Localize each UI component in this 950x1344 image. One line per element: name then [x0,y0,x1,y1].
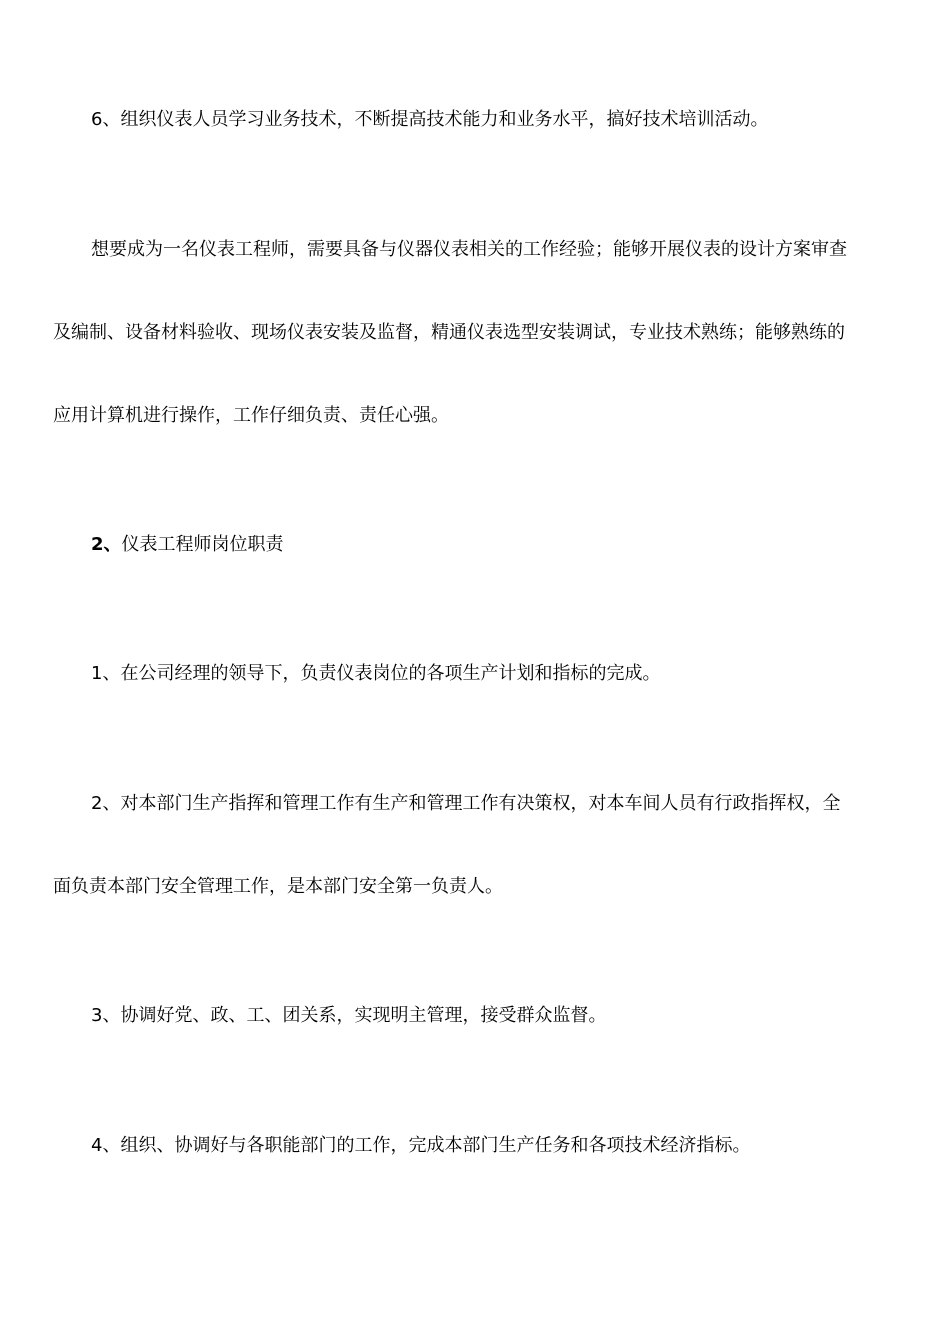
duty-2-line-1: 2、对本部门生产指挥和管理工作有生产和管理工作有决策权，对本车间人员有行政指挥权，全 [91,793,841,814]
section-2-heading [91,533,284,557]
duty-4-text: 4、组织、协调好与各职能部门的工作，完成本部门生产任务和各项技术经济指标。 [91,1135,751,1156]
duty-2-line-2: 面负责本部门安全管理工作，是本部门安全第一负责人。 [53,876,503,897]
requirements-line-3: 应用计算机进行操作，工作仔细负责、责任心强。 [53,405,449,426]
duty-1-text: 1、在公司经理的领导下，负责仪表岗位的各项生产计划和指标的完成。 [91,663,661,684]
requirements-line-2: 及编制、设备材料验收、现场仪表安装及监督，精通仪表选型安装调试，专业技术熟练；能够熟练的 [53,322,845,343]
section-2-title: 仪表工程师岗位职责 [121,534,284,555]
requirements-paragraph [53,208,899,457]
section-2-number: 2、 [91,534,122,555]
item-6-text: 6、组织仪表人员学习业务技术，不断提高技术能力和业务水平，搞好技术培训活动。 [91,109,769,130]
duty-3-text: 3、协调好党、政、工、团关系，实现明主管理，接受群众监督。 [91,1005,607,1026]
requirements-line-1: 想要成为一名仪表工程师，需要具备与仪器仪表相关的工作经验；能够开展仪表的设计方案审查 [91,239,847,260]
duty-2-paragraph [53,762,899,928]
